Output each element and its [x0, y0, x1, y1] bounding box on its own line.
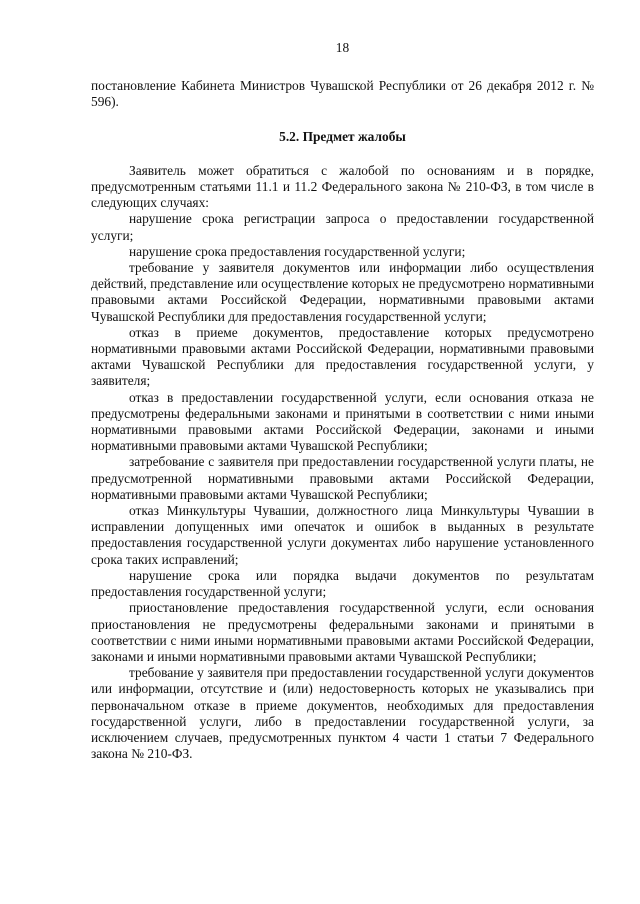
list-item: нарушение срока или порядка выдачи документов по результатам предоставления государственной услуги;	[91, 567, 594, 600]
list-item: приостановление предоставления государственной услуги, если основания приостановления не предусмотрены федеральными законами и принятыми в соответствии с ними иными нормативными правовыми актами Российской Федерации, законами и иными нормативными правовыми актами Чувашской Республики;	[91, 600, 594, 664]
paragraph: Заявитель может обратиться с жалобой по основаниям и в порядке, предусмотренным статьями 11.1 и 11.2 Федерального закона № 210-ФЗ, в том числе в следующих случаях:	[91, 162, 594, 211]
list-item: отказ Минкультуры Чувашии, должностного лица Минкультуры Чувашии в исправлении допущенных ими опечаток и ошибок в выданных в результате предоставления государственной услуги документах либо нарушение установленного срока таких исправлений;	[91, 503, 594, 567]
list-item: отказ в предоставлении государственной услуги, если основания отказа не предусмотрены федеральными законами и принятыми в соответствии с ними иными нормативными правовыми актами Российской Федерации, законами и иными нормативными правовыми актами Чувашской Республики;	[91, 389, 594, 454]
section-heading: 5.2. Предмет жалобы	[279, 128, 406, 144]
document-page	[91, 40, 594, 762]
list-item: нарушение срока предоставления государственной услуги;	[129, 243, 466, 259]
page-number: 18	[335, 40, 350, 55]
intro-paragraph: постановление Кабинета Министров Чувашской Республики от 26 декабря 2012 г. № 596).	[91, 78, 594, 110]
list-item: требование у заявителя при предоставлении государственной услуги документов или информации, отсутствие и (или) недостоверность которых не указывались при первоначальном отказе в приеме документов, необходимых для предоставления государственной услуги, либо в предоставлении государственной услуги, за исключением случаев, предусмотренных пунктом 4 части 1 статьи 7 Федерального закона № 210-ФЗ.	[91, 665, 594, 762]
list-item: требование у заявителя документов или информации либо осуществления действий, представление или осуществление которых не предусмотрено нормативными правовыми актами Российской Федерации, нормативными правовыми актами Чувашской Республики для предоставления государственной услуги;	[91, 260, 594, 324]
list-item: отказ в приеме документов, предоставление которых предусмотрено нормативными правовыми актами Российской Федерации, нормативными правовыми актами Чувашской Республики для предоставления государственной услуги, у заявителя;	[91, 324, 594, 389]
list-item: нарушение срока регистрации запроса о предоставлении государственной услуги;	[91, 211, 594, 243]
list-item: затребование с заявителя при предоставлении государственной услуги платы, не предусмотренной нормативными правовыми актами Российской Федерации, нормативными правовыми актами Чувашской Республики;	[91, 454, 594, 502]
